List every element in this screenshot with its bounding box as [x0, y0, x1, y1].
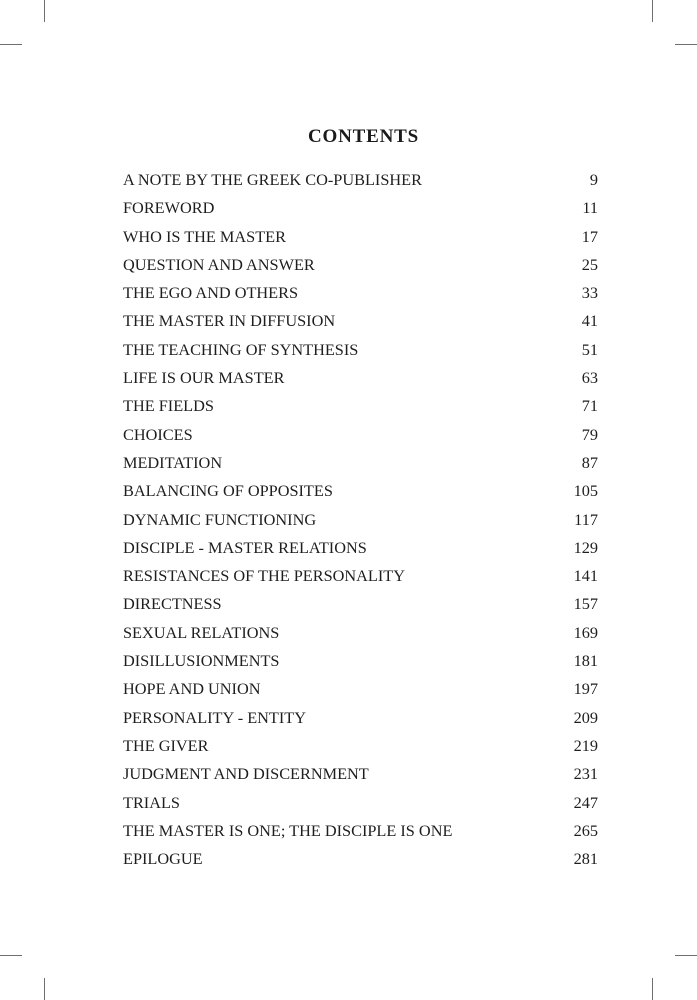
toc-entry-page: 51	[581, 339, 598, 359]
crop-mark-bottom-right-vertical	[652, 978, 653, 1000]
toc-entry-page: 219	[573, 735, 598, 755]
toc-entry-page: 17	[581, 226, 598, 246]
toc-entry	[123, 309, 598, 337]
toc-entry-page: 181	[573, 651, 598, 671]
toc-entry-title: THE EGO AND OTHERS	[123, 283, 299, 303]
table-of-contents	[123, 168, 598, 875]
toc-entry-page: 281	[573, 849, 598, 869]
toc-entry-title: JUDGMENT AND DISCERNMENT	[123, 764, 369, 784]
toc-entry	[123, 819, 598, 847]
crop-mark-bottom-right-horizontal	[675, 955, 697, 956]
toc-entry-title: THE GIVER	[123, 735, 209, 755]
toc-entry	[123, 168, 598, 196]
toc-entry	[123, 225, 598, 253]
toc-entry-page: 197	[573, 679, 598, 699]
toc-entry-title: HOPE AND UNION	[123, 679, 261, 699]
toc-entry-page: 9	[589, 170, 598, 189]
toc-entry	[123, 791, 598, 819]
toc-entry-title: QUESTION AND ANSWER	[123, 254, 315, 274]
toc-entry	[123, 677, 598, 705]
crop-mark-top-left-horizontal	[0, 44, 22, 45]
toc-entry-page: 105	[573, 481, 598, 501]
toc-entry-title: THE FIELDS	[123, 396, 214, 416]
toc-entry	[123, 281, 598, 309]
toc-entry-page: 41	[581, 311, 598, 331]
toc-entry	[123, 338, 598, 366]
toc-entry-title: CHOICES	[123, 424, 193, 444]
toc-entry-title: DISILLUSIONMENTS	[123, 651, 280, 671]
crop-mark-bottom-left-horizontal	[0, 955, 22, 956]
toc-entry-title: DIRECTNESS	[123, 594, 222, 614]
toc-entry	[123, 847, 598, 875]
toc-entry	[123, 394, 598, 422]
toc-entry-page: 129	[573, 537, 598, 557]
toc-entry-title: TRIALS	[123, 792, 180, 812]
toc-entry-page: 231	[573, 764, 598, 784]
toc-entry-title: SEXUAL RELATIONS	[123, 622, 280, 642]
toc-entry	[123, 196, 598, 224]
toc-entry-page: 79	[581, 424, 598, 444]
toc-entry-page: 87	[581, 452, 598, 472]
toc-entry-page: 141	[573, 566, 598, 586]
toc-entry	[123, 451, 598, 479]
toc-entry-page: 247	[573, 792, 598, 812]
toc-entry-title: THE TEACHING OF SYNTHESIS	[123, 339, 359, 359]
crop-mark-top-right-vertical	[652, 0, 653, 22]
toc-entry-page: 169	[573, 622, 598, 642]
toc-entry-page: 209	[573, 707, 598, 727]
toc-entry-page: 11	[582, 198, 598, 218]
toc-entry-title: DYNAMIC FUNCTIONING	[123, 509, 317, 529]
toc-entry	[123, 536, 598, 564]
toc-entry-page: 25	[581, 254, 598, 274]
toc-entry	[123, 253, 598, 281]
toc-entry	[123, 366, 598, 394]
crop-mark-top-left-vertical	[44, 0, 45, 22]
toc-entry-title: A NOTE BY THE GREEK CO-PUBLISHER	[123, 170, 422, 189]
toc-entry	[123, 508, 598, 536]
toc-entry	[123, 706, 598, 734]
toc-entry	[123, 479, 598, 507]
toc-entry-title: LIFE IS OUR MASTER	[123, 368, 285, 388]
toc-entry-title: FOREWORD	[123, 198, 215, 218]
toc-entry-page: 265	[573, 820, 598, 840]
toc-entry-title: BALANCING OF OPPOSITES	[123, 481, 333, 501]
toc-entry-page: 71	[581, 396, 598, 416]
toc-entry	[123, 734, 598, 762]
toc-entry-title: MEDITATION	[123, 452, 223, 472]
toc-entry-page: 33	[581, 283, 598, 303]
toc-entry	[123, 621, 598, 649]
toc-entry	[123, 564, 598, 592]
toc-entry	[123, 592, 598, 620]
crop-mark-bottom-left-vertical	[44, 978, 45, 1000]
toc-entry-page: 117	[574, 509, 598, 529]
toc-entry	[123, 649, 598, 677]
toc-entry-title: WHO IS THE MASTER	[123, 226, 286, 246]
toc-entry-title: DISCIPLE - MASTER RELATIONS	[123, 537, 367, 557]
toc-entry-title: THE MASTER IN DIFFUSION	[123, 311, 336, 331]
toc-entry	[123, 762, 598, 790]
crop-mark-top-right-horizontal	[675, 44, 697, 45]
page-title: CONTENTS	[308, 126, 419, 147]
toc-entry-title: RESISTANCES OF THE PERSONALITY	[123, 566, 405, 586]
toc-entry-title: EPILOGUE	[123, 849, 203, 869]
toc-entry-page: 63	[581, 368, 598, 388]
toc-entry	[123, 423, 598, 451]
toc-entry-title: THE MASTER IS ONE; THE DISCIPLE IS ONE	[123, 820, 453, 840]
toc-entry-title: PERSONALITY - ENTITY	[123, 707, 306, 727]
toc-entry-page: 157	[573, 594, 598, 614]
